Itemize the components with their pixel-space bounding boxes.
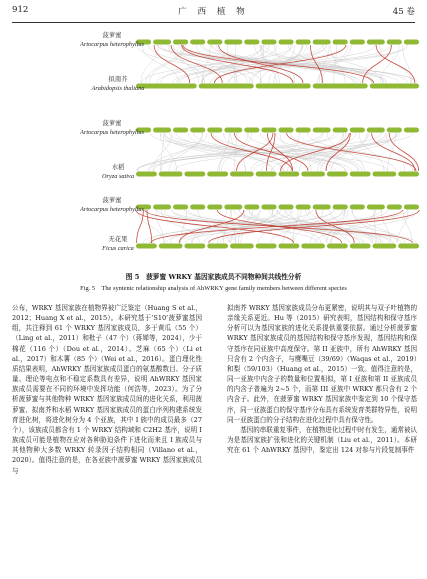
species-label-latin: Ficus carica <box>102 245 134 252</box>
chromosome-bar <box>256 172 277 177</box>
wrky-link <box>316 210 354 243</box>
chromosome-bar <box>136 172 157 177</box>
species-label-zh: 菠萝蜜 <box>102 32 122 39</box>
chromosome-bar <box>207 172 228 177</box>
chromosome-bar <box>350 40 365 45</box>
chromosome-bar <box>370 84 419 89</box>
chromosome-bar <box>373 172 397 177</box>
page-number: 912 <box>12 5 29 15</box>
chromosome-bar <box>313 205 331 210</box>
chromosome-bar <box>190 205 205 210</box>
chromosome-bar <box>136 84 197 89</box>
chromosome-bar <box>173 205 188 210</box>
figure-caption-en: Fig. 5 The syntenic relationship analysis of AhWRKY gene family members between different species <box>80 285 347 292</box>
chromosome-bar <box>333 40 348 45</box>
chromosome-bar <box>224 128 242 133</box>
chromosome-bar <box>367 40 385 45</box>
synteny-link <box>150 133 207 171</box>
synteny-link <box>201 45 372 83</box>
chromosome-bar <box>350 172 371 177</box>
chromosome-bar <box>279 244 300 249</box>
journal-name: 广 西 植 物 <box>178 7 249 17</box>
chromosome-bar <box>230 172 254 177</box>
wrky-link <box>154 45 190 83</box>
chromosome-bar <box>387 205 402 210</box>
chromosome-bar <box>398 172 419 177</box>
chromosome-bar <box>404 205 419 210</box>
chromosome-bar <box>190 40 205 45</box>
chromosome-bar <box>327 172 348 177</box>
synteny-link <box>307 133 412 171</box>
synteny-link <box>161 45 264 83</box>
species-label-zh: 无花果 <box>108 236 128 243</box>
chromosome-bar <box>256 84 311 89</box>
wrky-link <box>209 210 419 243</box>
synteny-link <box>149 45 185 83</box>
chromosome-bar <box>207 128 222 133</box>
body-paragraph: 基因的串联重复事件，在植物进化过程中时有发生，通常被认为是基因家族扩张和进化的关键机制（Liu et al.，2011）。本研究在 61 个 AhWRKY 基因中，鉴定出 124 对参与片段复制事件 <box>227 425 417 455</box>
chromosome-bar <box>404 40 419 45</box>
chromosome-bar <box>296 205 311 210</box>
species-label-zh: 菠萝蜜 <box>102 197 122 204</box>
chromosome-bar <box>207 205 222 210</box>
chromosome-bar <box>387 128 402 133</box>
figure-caption-zh: 图 5 菠萝蜜 WRKY 基因家族成员不同物种间共线性分析 <box>125 273 302 281</box>
chromosome-bar <box>153 128 171 133</box>
body-left-column <box>12 303 202 476</box>
chromosome-bar <box>279 128 294 133</box>
chromosome-bar <box>224 205 242 210</box>
chromosome-bar <box>199 84 254 89</box>
body-paragraph: 拟南芥 WRKY 基因家族成员分布更紧密，说明其与双子叶植物的亲缘关系更近。Hu 等（2015）研究表明，基因结构和保守基序分析可以为基因家族的进化关系提供重要依据。通过分析菠萝蜜 WRKY 基因家族成员的基因结构和保守基序发现，基因结构和保守基序在同亚族中高度保守。第 II 亚族中，所有 AhWRKY 基因只含有 2 个内含子，与鹰嘴豆（39/69）（Waqas et al.，2019）和梨（59/103）（Huang et al.，2015）一致。值得注意的是，同一亚族中内含子的数量和位置相似，第 I 亚族和第 II 亚族成员的内含子普遍为 2~5 个，而第 III 亚族中 WRKY 都只含有 2 个内含子。此外，在菠萝蜜 WRKY 基因家族中鉴定到 10 个保守基序，同一亚族蛋白的保守基序分布具有系统发育类群特异性，说明同一亚族蛋白的分子结构在进化过程中具有保守性。 <box>227 304 417 424</box>
species-label-latin: Arabidopsis thaliana <box>91 85 145 92</box>
chromosome-bar <box>313 128 331 133</box>
chromosome-bar <box>398 244 419 249</box>
chromosome-bar <box>313 84 368 89</box>
chromosome-bar <box>230 244 254 249</box>
chromosome-bar <box>159 244 183 249</box>
chromosome-bar <box>261 40 276 45</box>
chromosome-bar <box>244 40 259 45</box>
chromosome-bar <box>327 244 348 249</box>
chromosome-bar <box>159 172 183 177</box>
header-rule <box>12 22 415 23</box>
chromosome-bar <box>173 128 188 133</box>
chromosome-bar <box>301 244 325 249</box>
chromosome-bar <box>387 40 402 45</box>
chromosome-bar <box>279 172 300 177</box>
chromosome-bar <box>301 172 325 177</box>
chromosome-bar <box>296 128 311 133</box>
chromosome-bar <box>313 40 331 45</box>
chromosome-bar <box>279 40 294 45</box>
chromosome-bar <box>136 244 157 249</box>
chromosome-bar <box>256 244 277 249</box>
chromosome-bar <box>173 40 188 45</box>
chromosome-bar <box>244 205 259 210</box>
chromosome-bar <box>296 40 311 45</box>
chromosome-bar <box>261 128 276 133</box>
chromosome-bar <box>224 40 242 45</box>
species-label-latin: Artocarpus heterophyllus <box>80 129 144 136</box>
chromosome-bar <box>350 128 365 133</box>
species-label-zh: 水稻 <box>111 164 125 171</box>
chromosome-bar <box>184 244 205 249</box>
body-paragraph: 公布，WRKY 基因家族在植物界被广泛鉴定（Huang S et al.，2012；Huang X et al.，2015）。本研究基于‘S10’菠萝蜜基因组，共注释到 61 个 WRKY 基因家族成员，多于黄瓜（55 个）（Ling et al.，2011）和枇子（47 个）（蒋婵等，2024），少于棉花（116 个）（Dou et al.，2014）、芝麻（65 个）（Li et al.，2017）和木薯（85 个）（Wei et al.，2016）。蛋白理化性质结果表明，AhWRKY 基因家族成员蛋白的氨基酸数目、分子质量、理论等电点和不稳定系数具有差异，说明 AhWRKY 基因家族成员需要在不同的环境中发挥功能（何浩等，2023）。为了分析菠萝蜜与其他物种 WRKY 基因家族成员间的进化关系，利用菠萝蜜、拟南芥和水稻 WRKY 基因家族成员的蛋白序列构建系统发育进化树，将进化树分为 4 个亚族，其中 I 族中的成员最多（27 个），该族成员都含有 1 个 WRKY 结构域和 C2H2 基序，说明 I 族成员可能是植物在应对各种胁迫条件下进化而来且 I 族成员与其他物种大多数 WRKY 转录因子结构相同（Villano et al.，2020）。值得注意的是，在各亚族中菠萝蜜 WRKY 基因家族成员与 <box>12 304 202 475</box>
chromosome-bar <box>333 128 348 133</box>
chromosome-bar <box>184 172 205 177</box>
chromosome-bar <box>367 205 385 210</box>
synteny-link <box>203 45 387 83</box>
chromosome-bar <box>207 40 222 45</box>
chromosome-bar <box>153 205 171 210</box>
species-label-latin: Artocarpus heterophyllus <box>80 41 144 48</box>
chromosome-bar <box>367 128 385 133</box>
species-label-zh: 拟南芥 <box>108 76 128 83</box>
species-label-latin: Oryza sativa <box>101 173 135 180</box>
chromosome-bar <box>404 128 419 133</box>
chromosome-bar <box>190 128 205 133</box>
species-label-zh: 菠萝蜜 <box>102 120 122 127</box>
chromosome-bar <box>153 40 171 45</box>
chromosome-bar <box>350 244 371 249</box>
synteny-figure <box>0 24 427 268</box>
synteny-link <box>229 210 273 243</box>
chromosome-bar <box>207 244 228 249</box>
wrky-link <box>287 133 416 171</box>
chromosome-bar <box>279 205 294 210</box>
chromosome-bar <box>244 128 259 133</box>
species-label-latin: Artocarpus heterophyllus <box>80 206 144 213</box>
chromosome-bar <box>373 244 397 249</box>
page-header <box>12 5 415 19</box>
volume-label: 45 卷 <box>392 7 415 17</box>
chromosome-bar <box>333 205 348 210</box>
chromosome-bar <box>350 205 365 210</box>
chromosome-bar <box>261 205 276 210</box>
body-right-column <box>227 303 417 455</box>
